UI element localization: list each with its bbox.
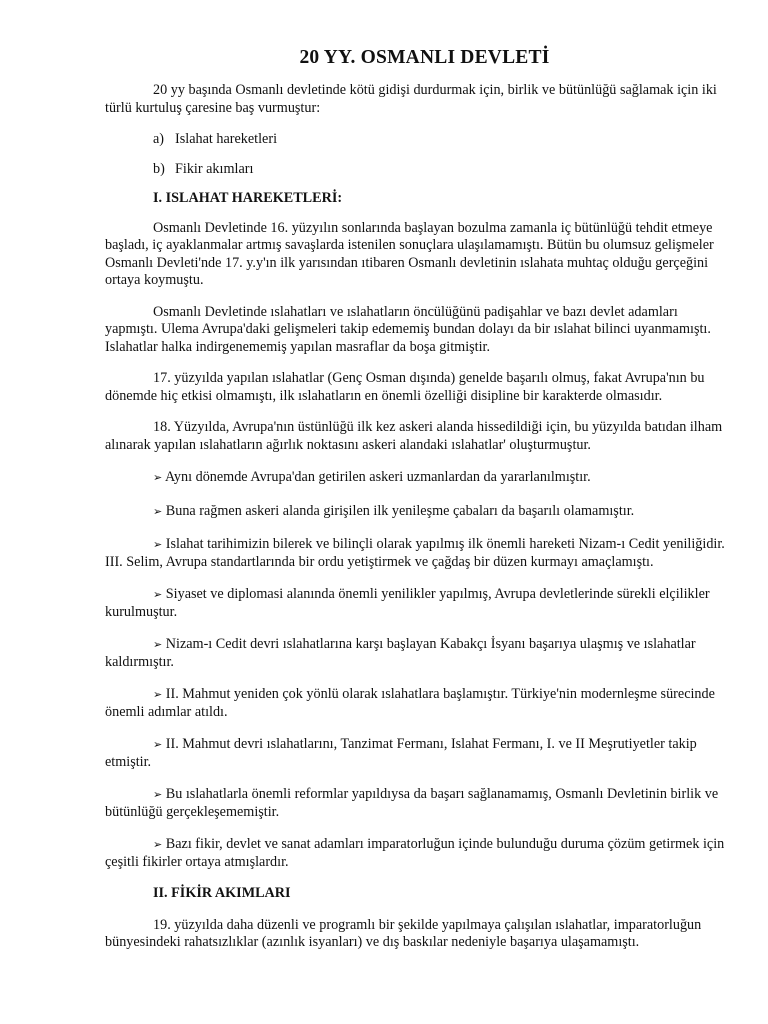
bullet-item [105, 786, 726, 821]
list-item [105, 131, 726, 149]
bullet-text: Bazı fikir, devlet ve sanat adamları imparatorluğun içinde bulunduğu duruma çözüm getirmek için çeşitli fikirler ortaya atmışlardır. [105, 836, 725, 870]
bullet-item [105, 536, 726, 571]
arrow-bullet-icon: ➢ [153, 638, 163, 651]
body-paragraph: 19. yüzyılda daha düzenli ve programlı bir şekilde yapılmaya çalışılan ıslahatlar, imparatorluğun bünyesindeki rahatsızlıklar (azınlık isyanları) ve dış baskılar nedeniyle başarıya ulaşamamıştı. [105, 916, 702, 950]
intro-paragraph: 20 yy başında Osmanlı devletinde kötü gidişi durdurmak için, birlik ve bütünlüğü sağlamak için iki türlü kurtuluş çaresine baş vurmuştur: [105, 82, 717, 116]
arrow-bullet-icon: ➢ [153, 504, 163, 518]
list-item [105, 161, 726, 179]
document-title: 20 YY. OSMANLI DEVLETİ [299, 47, 550, 68]
arrow-bullet-icon: ➢ [153, 788, 163, 801]
section-heading-islahat: I. ISLAHAT HAREKETLERİ: [153, 190, 343, 206]
list-marker: a) [153, 131, 165, 147]
bullet-text: Siyaset ve diplomasi alanında önemli yenilikler yapılmış, Avrupa devletlerinde sürekli elçilikler kurulmuştur. [105, 586, 710, 620]
body-paragraph: Osmanlı Devletinde 16. yüzyılın sonlarında başlayan bozulma zamanla iç bütünlüğü tehdit etmeye başladı, iç ayaklanmalar artmış savaşlarda istenilen sonuçlara ulaşılamamıştı. Bütün bu olumsuz gelişmeler Osmanlı Devleti'nde 17. y.y'ın ilk yarısından ıtibaren Osmanlı devletinin ıslahata muhtaç olduğu gerçeğini ortaya koymuştu. [105, 219, 714, 288]
bullet-item [105, 836, 726, 871]
list-item-text: Fikir akımları [175, 160, 254, 177]
arrow-bullet-icon: ➢ [153, 688, 163, 701]
bullet-text: Buna rağmen askeri alanda girişilen ilk yenileşme çabaları da başarılı olamamıştır. [165, 502, 635, 519]
body-paragraph: 17. yüzyılda yapılan ıslahatlar (Genç Osman dışında) genelde başarılı olmuş, fakat Avrupa'nın bu dönemde hiç etkisi olmamıştı, ilk ıslahatların en önemli özelliği disipline bir karakterde olmasıdır. [105, 370, 705, 404]
arrow-bullet-icon: ➢ [153, 588, 163, 601]
bullet-text: Nizam-ı Cedit devri ıslahatlarına karşı başlayan Kabakçı İsyanı başarıya ulaşmış ve ıslahatlar kaldırmıştır. [105, 636, 696, 670]
list-item-text: Islahat hareketleri [175, 131, 278, 147]
bullet-text: II. Mahmut yeniden çok yönlü olarak ıslahatlara başlamıştır. Türkiye'nin modernleşme sürecinde önemli adımlar atıldı. [105, 686, 715, 720]
bullet-text: Aynı dönemde Avrupa'dan getirilen askeri uzmanlardan da yararlanılmıştır. [164, 469, 591, 485]
bullet-item [105, 636, 726, 671]
arrow-bullet-icon: ➢ [153, 471, 163, 484]
body-paragraph: Osmanlı Devletinde ıslahatları ve ıslahatların öncülüğünü padişahlar ve bazı devlet adamları yapmıştı. Ulema Avrupa'daki gelişmeleri takip edememiş bundan dolayı da bir ıslahat bilinci uyanmamıştı. Islahatlar halka indirgenememiş yapılan masraflar da boşa gitmiştir. [105, 303, 711, 355]
bullet-item [105, 686, 726, 721]
list-marker: b) [153, 160, 165, 177]
section-heading-fikir-akimlari: II. FİKİR AKIMLARI [153, 885, 291, 901]
bullet-text: II. Mahmut devri ıslahatlarını, Tanzimat Fermanı, Islahat Fermanı, I. ve II Meşrutiyetler takip etmiştir. [105, 736, 697, 770]
bullet-item [105, 469, 726, 487]
bullet-item [105, 736, 726, 771]
bullet-item [105, 586, 726, 621]
arrow-bullet-icon: ➢ [153, 838, 163, 851]
arrow-bullet-icon: ➢ [153, 538, 163, 551]
body-paragraph: 18. Yüzyılda, Avrupa'nın üstünlüğü ilk kez askeri alanda hissedildiği için, bu yüzyılda batıdan ilham alınarak yapılan ıslahatların ağırlık noktasını askeri alandaki ıslahatlar' oluşturmuştur. [105, 419, 723, 453]
bullet-text: Islahat tarihimizin bilerek ve bilinçli olarak yapılmış ilk önemli hareketi Nizam-ı Cedit yeniliğidir. III. Selim, Avrupa standartlarında bir ordu yetiştirmek ve çağdaş bir düzen kurmayı amaçlamıştı. [105, 536, 725, 570]
bullet-text: Bu ıslahatlarla önemli reformlar yapıldıysa da başarı sağlanamamış, Osmanlı Devletinin birlik ve bütünlüğü gerçekleşememiştir. [105, 786, 719, 820]
bullet-item [105, 503, 726, 521]
arrow-bullet-icon: ➢ [153, 738, 163, 751]
